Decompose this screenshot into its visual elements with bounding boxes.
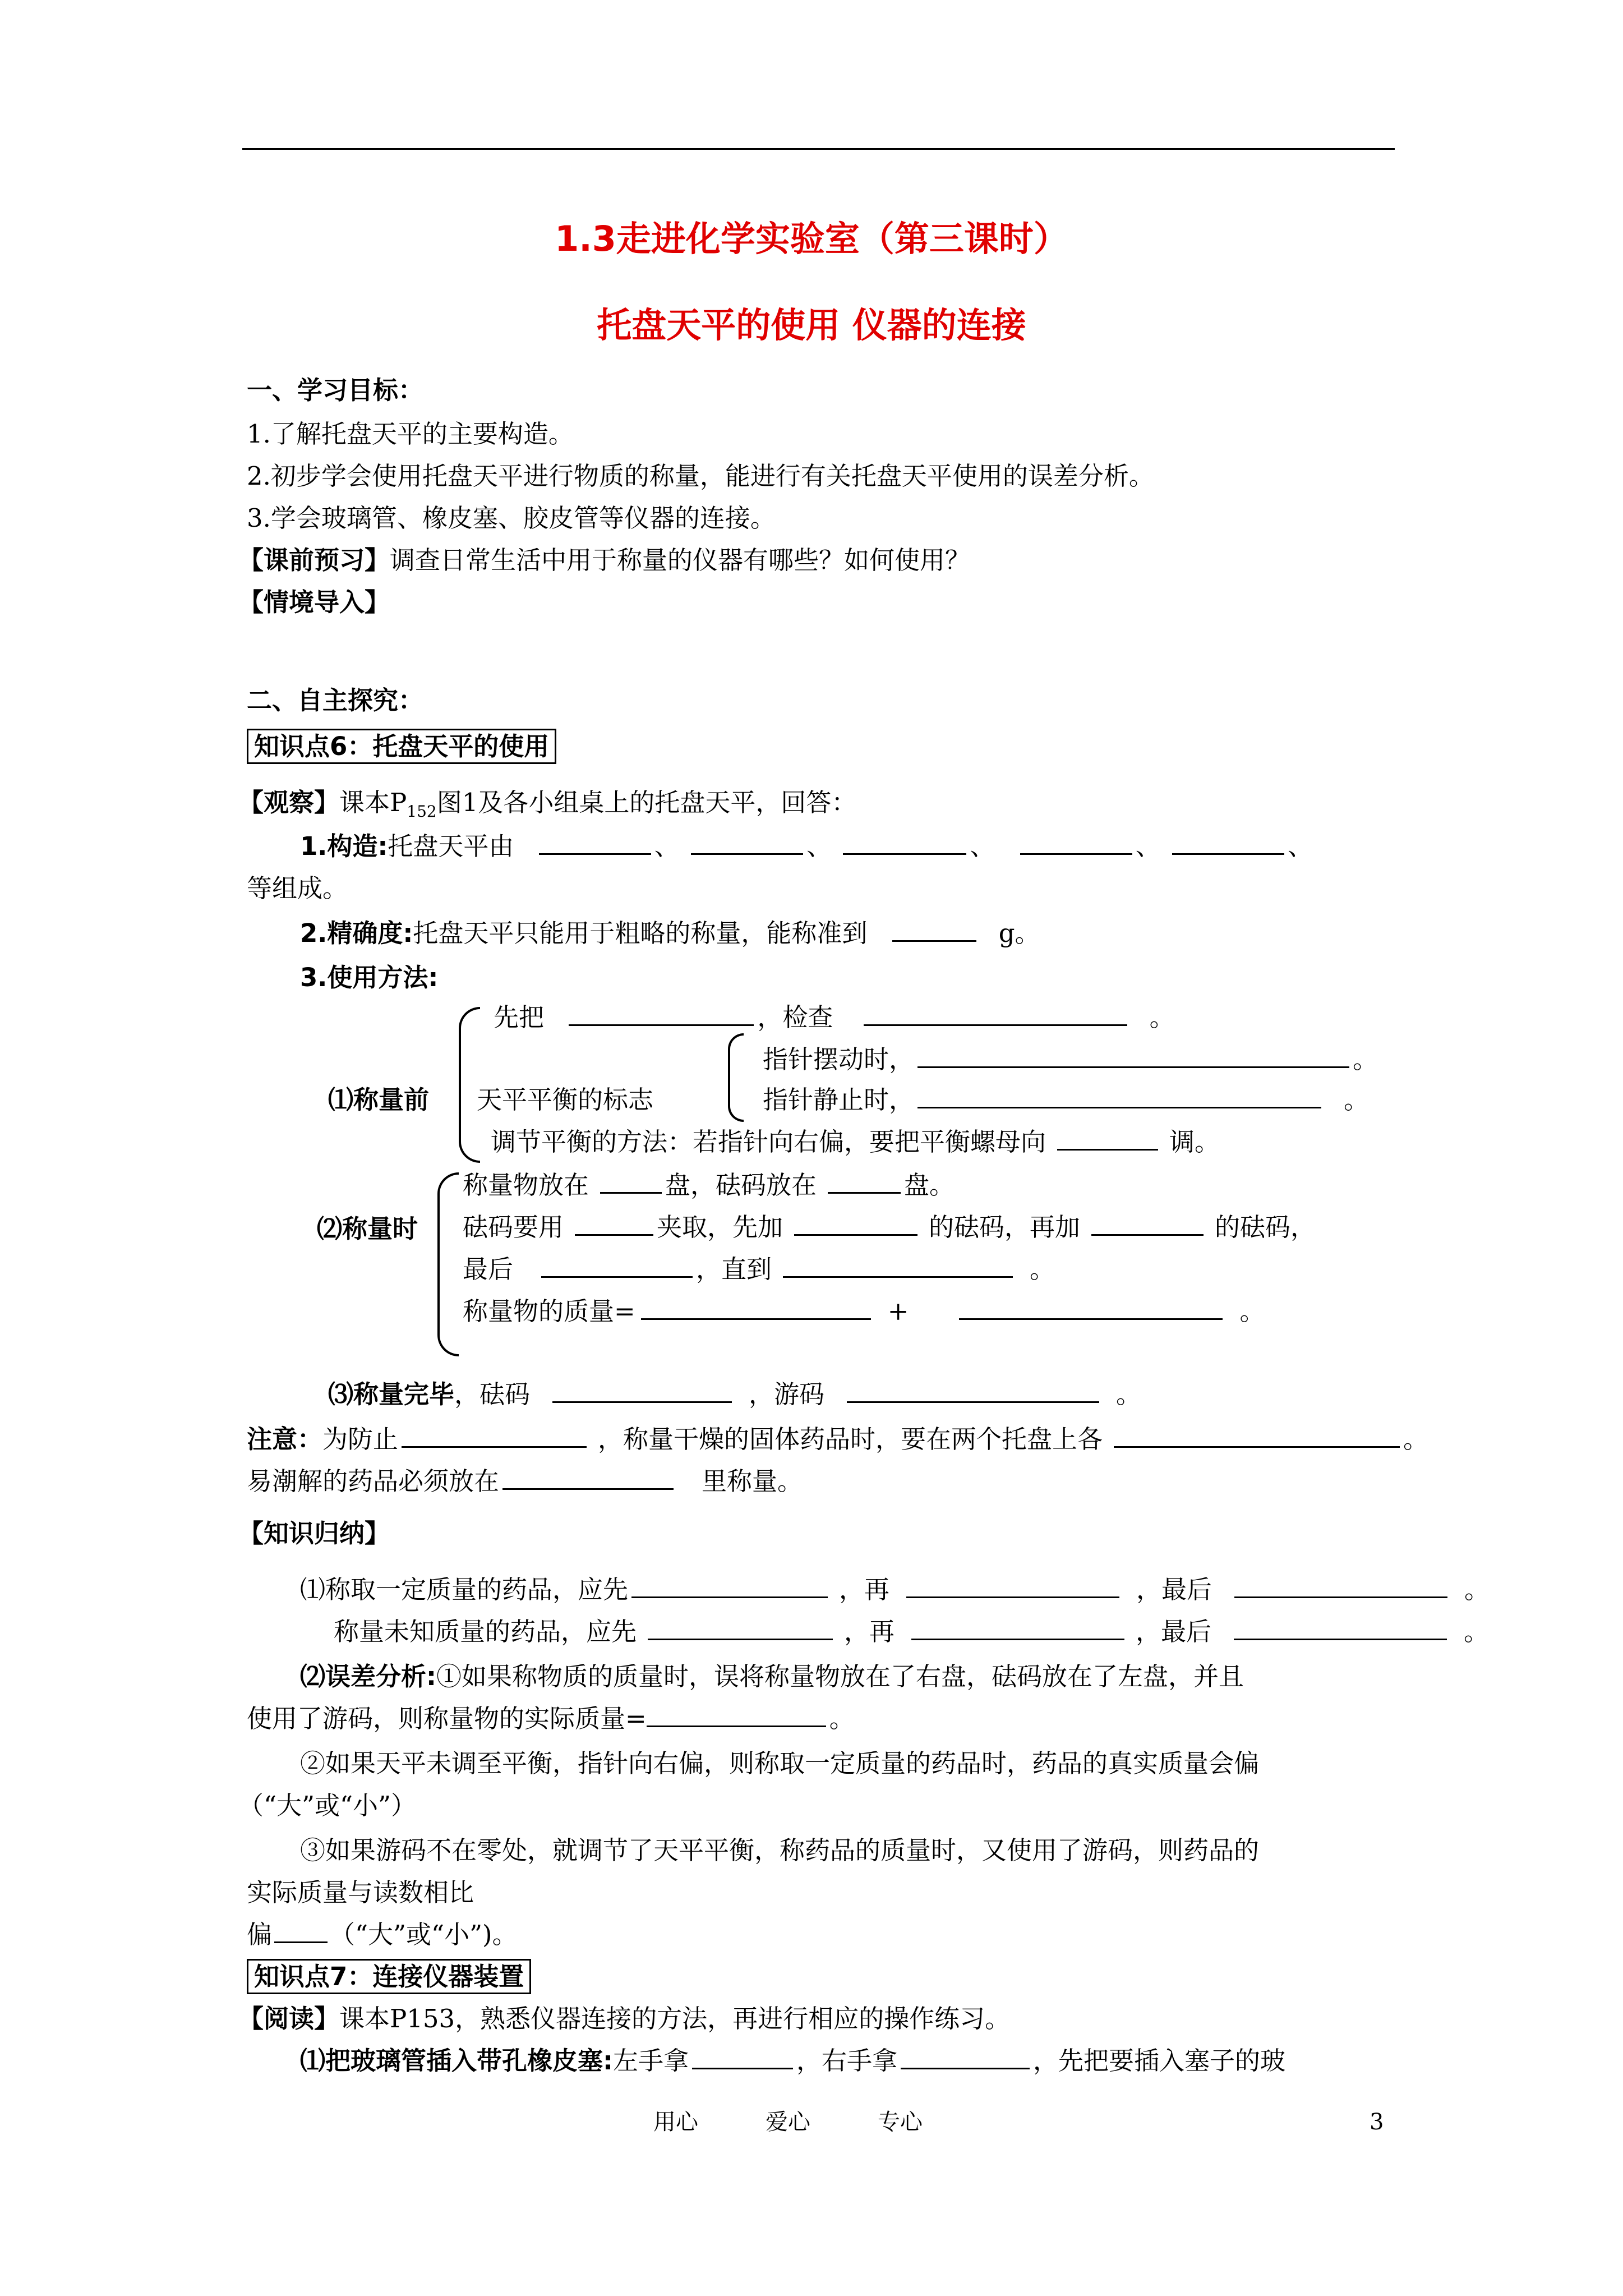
k2a: 称量未知质量的药品，应先 <box>334 1617 637 1646</box>
blank-before-2[interactable] <box>864 1024 1127 1026</box>
note-line-2 <box>247 1464 803 1499</box>
swing-text: 指针摆动时， <box>763 1045 915 1074</box>
d1c: 盘。 <box>904 1170 955 1200</box>
error-line-3b: 实际质量与读数相比 <box>247 1878 474 1907</box>
summary-line-2 <box>334 1614 1489 1649</box>
summary-line-1 <box>300 1572 1490 1607</box>
adjust-text: 调节平衡的方法：若指针向右偏，要把平衡螺母向 <box>491 1127 1046 1157</box>
error-line-2b: （“大”或“小”） <box>238 1791 417 1820</box>
blank-note-1[interactable] <box>402 1446 587 1448</box>
blank-k2-2[interactable] <box>911 1639 1124 1640</box>
err3c: 偏 <box>247 1920 273 1949</box>
d1a: 称量物放在 <box>463 1170 589 1200</box>
blank-d2-1[interactable] <box>575 1234 653 1236</box>
swing-line <box>763 1042 1378 1077</box>
precision-line <box>300 916 1040 951</box>
kp7-box <box>247 1959 531 1994</box>
observe-line <box>238 785 856 829</box>
d2a: 砝码要用 <box>463 1212 564 1242</box>
precision-label: 2.精确度: <box>300 918 413 948</box>
err1c: 。 <box>829 1704 855 1733</box>
d4a: 称量物的质量= <box>463 1296 635 1326</box>
footer-word-2: 爱心 <box>766 2109 810 2135</box>
blank-d3-2[interactable] <box>783 1276 1013 1278</box>
blank-structure-5[interactable] <box>1172 853 1284 855</box>
section-2-heading: 二、自主探究： <box>247 685 424 715</box>
read-tag: 【阅读】 <box>238 2004 340 2033</box>
preview-tag: 【课前预习】 <box>238 545 390 575</box>
blank-err-3[interactable] <box>274 1941 328 1943</box>
goal-2: 2.初步学会使用托盘天平进行物质的称量，能进行有关托盘天平使用的误差分析。 <box>247 461 1154 491</box>
balance-sign: 天平平衡的标志 <box>477 1085 654 1115</box>
before-1c: 。 <box>1149 1002 1175 1032</box>
d4b: + <box>887 1296 909 1326</box>
goal-1: 1.了解托盘天平的主要构造。 <box>247 419 574 449</box>
structure-end: 等组成。 <box>247 873 348 903</box>
d4c: 。 <box>1239 1296 1265 1326</box>
kp6-box <box>247 729 556 764</box>
error-label: ⑵误差分析: <box>300 1662 436 1691</box>
adjust-end: 调。 <box>1169 1127 1220 1157</box>
k2c: ，最后 <box>1136 1617 1212 1646</box>
blank-d1-2[interactable] <box>828 1192 901 1194</box>
still-end: 。 <box>1344 1085 1370 1115</box>
read-line <box>238 2001 1010 2036</box>
goal-3: 3.学会玻璃管、橡皮塞、胶皮管等仪器的连接。 <box>247 503 776 533</box>
blank-structure-3[interactable] <box>843 853 966 855</box>
sep-1: 、 <box>654 831 680 861</box>
k1b: ，再 <box>839 1575 890 1604</box>
precision-unit: g。 <box>998 918 1040 948</box>
blank-insert-1[interactable] <box>692 2068 793 2069</box>
during-line-1 <box>463 1168 955 1203</box>
k1d: 。 <box>1464 1575 1490 1604</box>
page-subtitle: 托盘天平的使用 仪器的连接 <box>597 305 1026 346</box>
blank-still[interactable] <box>917 1107 1321 1108</box>
kp6-label: 知识点6：托盘天平的使用 <box>247 729 556 764</box>
error-line-1b <box>247 1701 855 1736</box>
structure-line <box>300 829 1313 864</box>
err3d: （“大”或“小”)。 <box>330 1920 518 1949</box>
structure-text: 托盘天平由 <box>388 831 514 861</box>
blank-err-1[interactable] <box>647 1726 826 1727</box>
preview-line <box>238 543 970 578</box>
blank-k2-1[interactable] <box>648 1639 833 1640</box>
during-line-2 <box>463 1210 1316 1245</box>
k2b: ，再 <box>844 1617 895 1646</box>
page-title: 1.3走进化学实验室（第三课时） <box>555 218 1068 259</box>
during-line-3 <box>463 1252 1055 1287</box>
note-a: 为防止 <box>322 1424 399 1454</box>
sep-2: 、 <box>806 831 832 861</box>
before-1b: ，检查 <box>757 1002 833 1032</box>
insert-c: ，先把要插入塞子的玻 <box>1033 2046 1286 2076</box>
swing-end: 。 <box>1353 1045 1378 1074</box>
d2b: 夹取，先加 <box>657 1212 783 1242</box>
sep-4: 、 <box>1135 831 1161 861</box>
error-line-1 <box>300 1659 1244 1694</box>
balance-sign-brace <box>728 1033 744 1122</box>
blank-k2-3[interactable] <box>1234 1639 1447 1640</box>
d3a: 最后 <box>463 1254 514 1284</box>
d2c: 的砝码，再加 <box>929 1212 1081 1242</box>
sep-3: 、 <box>970 831 995 861</box>
footer-word-1: 用心 <box>653 2109 698 2135</box>
observe-text-b: 图1及各小组桌上的托盘天平，回答： <box>436 788 857 817</box>
sep-5: 、 <box>1288 831 1313 861</box>
header-rule <box>242 148 1395 150</box>
during-brace <box>437 1172 459 1356</box>
blank-d2-3[interactable] <box>1091 1234 1204 1236</box>
kp7-label: 知识点7：连接仪器装置 <box>247 1959 531 1994</box>
note-c: 。 <box>1403 1424 1429 1454</box>
during-label: ⑵称量时 <box>317 1214 418 1244</box>
observe-tag: 【观察】 <box>238 788 340 817</box>
insert-a: 左手拿 <box>613 2046 689 2076</box>
blank-swing[interactable] <box>917 1066 1349 1068</box>
blank-d2-2[interactable] <box>794 1234 917 1236</box>
after-label: ⑶称量完毕 <box>328 1379 455 1409</box>
blank-note-2[interactable] <box>1114 1446 1400 1448</box>
adjust-line <box>491 1125 1220 1159</box>
still-text: 指针静止时， <box>763 1085 915 1115</box>
error-line-3c <box>247 1917 518 1952</box>
k1a: ⑴称取一定质量的药品，应先 <box>300 1575 629 1604</box>
insert-line <box>300 2044 1285 2078</box>
blank-insert-2[interactable] <box>901 2068 1030 2069</box>
blank-after-2[interactable] <box>847 1401 1099 1403</box>
k2d: 。 <box>1464 1617 1490 1646</box>
blank-structure-1[interactable] <box>539 853 651 855</box>
page-number: 3 <box>1370 2109 1384 2135</box>
before-line-1 <box>494 1000 1175 1035</box>
after-b: ，游码 <box>749 1379 825 1409</box>
summary-tag: 【知识归纳】 <box>238 1519 390 1548</box>
blank-after-1[interactable] <box>552 1401 732 1403</box>
blank-precision[interactable] <box>892 940 976 942</box>
k1c: ，最后 <box>1136 1575 1212 1604</box>
structure-label: 1.构造: <box>300 831 388 861</box>
blank-d4-1[interactable] <box>641 1318 871 1320</box>
observe-text-a: 课本P <box>339 788 407 817</box>
note-b: ，称量干燥的固体药品时，要在两个托盘上各 <box>598 1424 1103 1454</box>
note2-b: 里称量。 <box>702 1466 803 1496</box>
err1a: ①如果称物质的质量时，误将称量物放在了右盘，砝码放在了左盘，并且 <box>436 1662 1244 1691</box>
blank-structure-4[interactable] <box>1020 853 1132 855</box>
blank-structure-2[interactable] <box>691 853 803 855</box>
blank-k1-2[interactable] <box>906 1596 1119 1598</box>
d2d: 的砝码， <box>1215 1212 1316 1242</box>
d1b: 盘，砝码放在 <box>665 1170 817 1200</box>
blank-k1-3[interactable] <box>1234 1596 1447 1598</box>
after-a: ，砝码 <box>454 1379 531 1409</box>
footer-word-3: 专心 <box>878 2109 923 2135</box>
method-label: 3.使用方法: <box>300 963 439 992</box>
blank-adjust[interactable] <box>1057 1149 1158 1151</box>
intro-tag: 【情境导入】 <box>238 587 390 617</box>
blank-before-1[interactable] <box>569 1024 754 1026</box>
d3c: 。 <box>1030 1254 1055 1284</box>
preview-text: 调查日常生活中用于称量的仪器有哪些？如何使用？ <box>390 545 971 575</box>
before-label: ⑴称量前 <box>328 1085 430 1115</box>
read-text: 课本P153，熟悉仪器连接的方法，再进行相应的操作练习。 <box>339 2004 1011 2033</box>
err1b: 使用了游码，则称量物的实际质量= <box>247 1704 647 1733</box>
after-c: 。 <box>1116 1379 1142 1409</box>
still-line <box>763 1083 1369 1117</box>
observe-subscript: 152 <box>407 802 437 821</box>
d3b: ，直到 <box>696 1254 772 1284</box>
note2-a: 易潮解的药品必须放在 <box>247 1466 500 1496</box>
after-line <box>328 1377 1141 1412</box>
insert-b: ，右手拿 <box>796 2046 898 2076</box>
insert-label: ⑴把玻璃管插入带孔橡皮塞: <box>300 2046 613 2076</box>
blank-d1-1[interactable] <box>600 1192 662 1194</box>
during-line-4 <box>463 1294 1265 1329</box>
blank-d4-2[interactable] <box>959 1318 1223 1320</box>
note-line <box>247 1422 1428 1457</box>
precision-text: 托盘天平只能用于粗略的称量，能称准到 <box>413 918 868 948</box>
section-1-heading: 一、学习目标： <box>247 375 424 405</box>
blank-k1-1[interactable] <box>631 1596 828 1598</box>
blank-note-3[interactable] <box>502 1488 674 1490</box>
error-line-2: ②如果天平未调至平衡，指针向右偏，则称取一定质量的药品时，药品的真实质量会偏 <box>300 1749 1260 1778</box>
note-label: 注意： <box>247 1424 323 1454</box>
blank-d3-1[interactable] <box>541 1276 693 1278</box>
error-line-3: ③如果游码不在零处，就调节了天平平衡，称药品的质量时，又使用了游码，则药品的 <box>300 1835 1260 1865</box>
before-1a: 先把 <box>494 1002 545 1032</box>
